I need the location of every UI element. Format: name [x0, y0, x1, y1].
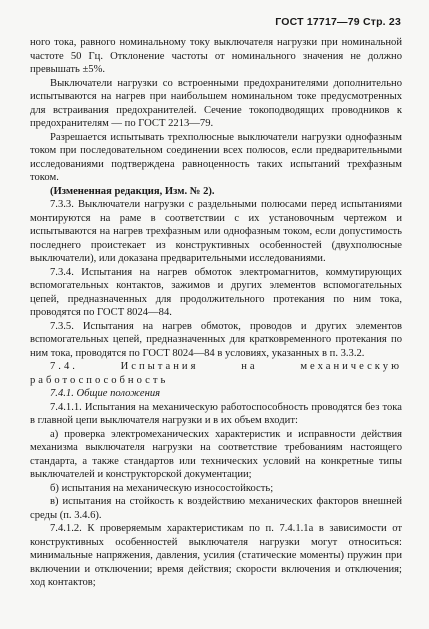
list-item-a: а) проверка электромеханических характеристик и исправности действия механизма выключателя нагрузки на соответствие требованиям настоящего стандарта, а также стандартов или технических условий на конкретные типы выключателей и конструкторской документации;: [30, 428, 402, 480]
clause-7-4-1-1: 7.4.1.1. Испытания на механическую работоспособность проводятся без тока в главной цепи выключателя нагрузки и в их объем входит:: [30, 401, 402, 426]
list-item-b: б) испытания на механическую износостойкость;: [50, 482, 274, 494]
paragraph-fuses: Выключатели нагрузки со встроенными предохранителями дополнительно испытываются на нагрев при наибольшем номинальном токе предусмотренных для встраивания предохранителей. Сечение токоподводящих проводников к предохранителям — по ГОСТ 2213—79.: [30, 77, 402, 129]
clause-7-4-1-heading: 7.4.1. Общие положения: [50, 388, 161, 399]
document-body: [30, 36, 402, 590]
clause-7-3-3: 7.3.3. Выключатели нагрузки с раздельными полюсами перед испытаниями монтируются на раме в соответствии с их установочным чертежом и испытываются на нагрев трехфазным или однофазным током, если допустимость последнего проистекает из конструктивных особенностей (двухполюсные выключатели), или доказана предварительными исследованиями.: [30, 199, 402, 264]
clause-7-3-4: 7.3.4. Испытания на нагрев обмоток электромагнитов, коммутирующих вспомогательных контактов, зажимов и других элементов вспомогательных цепей, предназначенных для продолжительного протекания по ним тока, проводятся по ГОСТ 8024—84.: [30, 266, 402, 318]
page-header: ГОСТ 17717—79 Стр. 23: [275, 16, 401, 28]
clause-7-4-1-2: 7.4.1.2. К проверяемым характеристикам по п. 7.4.1.1а в зависимости от конструктивных особенностей выключателя нагрузки могут относиться: минимальные напряжения, давления, усилия (статические моменты) пружин при включении и отключении; время действия; скорости включения и отключения; ход контактов;: [30, 523, 402, 588]
paragraph-single-phase: Разрешается испытывать трехполюсные выключатели нагрузки однофазным током при последовательном соединении всех полюсов, если предварительными исследованиями подтверждена равноценность таких испытаний трехфазным током.: [30, 131, 402, 183]
paragraph-continuation: ного тока, равного номинальному току выключателя нагрузки при номинальной частоте 50 Гц. Отклонение частоты от номинального значения не должно превышать ±5%.: [30, 37, 402, 75]
amendment-note: (Измененная редакция, Изм. № 2).: [50, 185, 215, 197]
clause-7-3-5: 7.3.5. Испытания на нагрев обмоток, проводов и других элементов вспомогательных цепей, предназначенных для кратковременного протекания по ним тока, проводятся по ГОСТ 8024—84 в условиях, указанных в п. 3.3.2.: [30, 320, 402, 359]
section-7-4-heading: 7.4. Испытания на механическую работоспособность: [30, 361, 402, 386]
list-item-v: в) испытания на стойкость к воздействию механических факторов внешней среды (п. 3.4.6).: [30, 496, 402, 521]
